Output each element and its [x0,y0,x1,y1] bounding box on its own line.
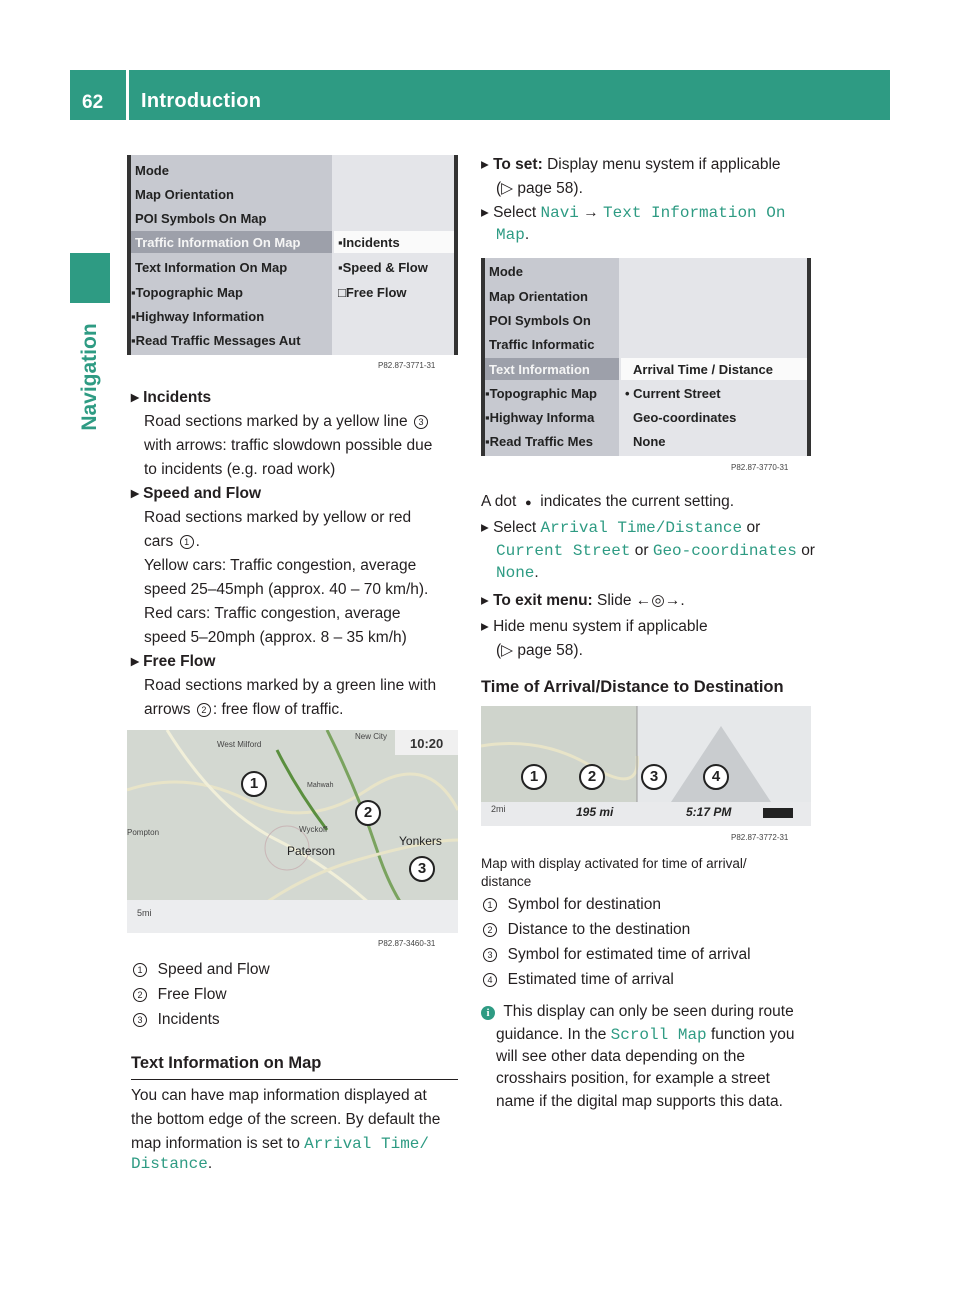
map-time: 10:20 [410,736,444,751]
figure-code: P82.87-3460-31 [378,939,436,948]
heading-rule [131,1079,458,1080]
free-line-2 [144,701,343,720]
menu-frame [481,258,485,456]
map-graphic [127,730,458,933]
text-info-p4 [131,1155,212,1174]
legend-text: Free Flow [157,986,227,1003]
dot-icon: ● [524,497,532,509]
legend-text: Estimated time of arrival [507,971,674,988]
side-tab-label: Navigation [78,323,101,431]
menu-left-panel [127,155,332,355]
incidents-line-3: to incidents (e.g. road work) [144,461,336,478]
submenu-none: None [633,434,666,449]
menu-item-traffic-info: Traffic Information On Map [135,235,301,250]
menu-item-topographic: ▪Topographic Map [485,386,597,401]
place-label: Mahwah [307,782,334,789]
menu-left-panel [481,258,619,456]
section-title: Introduction [141,90,262,112]
text-info-p3-text: map information is set to [131,1135,300,1152]
menu-item-traffic-info: Traffic Informatic [489,337,595,352]
callout-ref: 3 [414,415,428,429]
legend-num: 2 [133,988,147,1002]
info-note-line-2 [496,1026,795,1045]
time-arrival-heading: Time of Arrival/Distance to Destination [481,678,784,696]
legend-item [131,1011,220,1030]
submenu-speed-flow: ▪Speed & Flow [338,260,428,275]
or-text: or [801,542,815,559]
free-text: arrows [144,701,191,718]
speed-line-6: speed 5–20mph (approx. 8 – 35 km/h) [144,629,407,646]
code-map: Map [496,226,525,244]
callout-2: 2 [579,764,605,790]
legend-num: 2 [483,923,497,937]
to-set-step: ▸ To set: Display menu system if applicable [481,156,781,173]
page-number: 62 [82,92,104,113]
arrow-icon: → [583,204,599,221]
hide-menu-page: (▷ page 58). [496,642,583,659]
side-tab-block [70,253,110,303]
callout-ref: 1 [180,535,194,549]
eta-value: 5:17 PM [686,805,732,819]
traffic-map-screenshot [127,730,458,933]
text-info-p2: the bottom edge of the screen. By default the [131,1111,441,1128]
legend-text: Distance to the destination [507,921,691,938]
arrival-map-screenshot [481,706,811,826]
menu-item-map-orientation: Map Orientation [135,187,234,202]
incidents-line-1 [144,413,430,432]
menu-frame [454,155,458,355]
speed-line-5: Red cars: Traffic congestion, average [144,605,401,622]
hide-menu-step: ▸ Hide menu system if applicable [481,618,708,635]
figure-code: P82.87-3770-31 [731,463,789,472]
exit-menu-step: ▸ To exit menu: Slide ←◎→. [481,592,685,609]
period: . [524,226,530,243]
callout-1: 1 [241,771,267,797]
legend-item [481,946,751,965]
speed-line-4: speed 25–45mph (approx. 40 – 70 km/h). [144,581,429,598]
info-note-line-4: crosshairs position, for example a street [496,1070,770,1087]
free-title: Free Flow [143,653,216,670]
select-text: Select [493,519,537,536]
figure-code: P82.87-3772-31 [731,833,789,842]
legend-text: Speed and Flow [157,961,270,978]
exit-text: Slide ←◎→. [597,592,685,609]
callout-3: 3 [641,764,667,790]
legend-item [481,921,690,940]
info-note-line-5: name if the digital map supports this data. [496,1093,783,1110]
map-scale: 2mi [491,804,506,814]
legend-item [481,896,661,915]
text-info-p3 [131,1135,429,1154]
exit-label: To exit menu: [493,592,593,609]
incidents-title: Incidents [143,389,212,406]
dot-text-2: indicates the current setting. [540,493,735,510]
to-set-text: Display menu system if applicable [547,156,781,173]
menu-item-highway: ▪Highway Informa [485,410,595,425]
callout-4: 4 [703,764,729,790]
to-set-page: (▷ page 58). [496,180,583,197]
info-note-line-3: will see other data depending on the [496,1048,746,1065]
menu-item-map-orientation: Map Orientation [489,289,588,304]
incidents-text: Road sections marked by a yellow line [144,413,408,430]
info-text: guidance. In the [496,1026,607,1043]
speed-text: cars [144,533,174,550]
hide-text: Hide menu system if applicable [493,618,708,635]
info-text: function you [710,1026,795,1043]
speed-line-1: Road sections marked by yellow or red [144,509,412,526]
code-text-information: Text Information On [603,204,786,222]
submenu-free-flow: □Free Flow [338,285,407,300]
traffic-menu-screenshot [127,155,458,355]
submenu-arrival-time: Arrival Time / Distance [633,362,773,377]
legend-text: Incidents [157,1011,220,1028]
place-label: Pompton [127,828,160,837]
submenu-geo-coordinates: Geo-coordinates [633,410,737,425]
incidents-line-2: with arrows: traffic slowdown possible due [144,437,433,454]
code-current-street: Current Street [496,542,631,560]
map-scale: 5mi [137,908,152,918]
code-scroll-map: Scroll Map [610,1026,707,1044]
legend-text: Symbol for destination [507,896,661,913]
place-label: Paterson [287,844,336,858]
legend-item [481,971,674,990]
menu-frame [807,258,811,456]
code-arrival-time: Arrival Time/ [304,1135,429,1153]
legend-num: 1 [483,898,497,912]
legend-num: 3 [133,1013,147,1027]
text-info-period: . [207,1155,213,1172]
to-set-label: To set: [493,156,543,173]
dot-text: A dot [481,493,517,510]
callout-ref: 2 [197,703,211,717]
place-label: West Milford [217,740,262,749]
menu-frame [127,155,131,355]
menu-right-panel [619,258,811,456]
code-none: None [496,564,535,582]
menu-item-poi-symbols: POI Symbols On [489,313,591,328]
callout-1: 1 [521,764,547,790]
free-line-1: Road sections marked by a green line with [144,677,437,694]
period: . [534,564,539,581]
legend-num: 4 [483,973,497,987]
bullet-free-flow: ▸ Free Flow [131,653,216,670]
callout-2: 2 [355,800,381,826]
submenu-incidents: ▪Incidents [338,235,400,250]
code-navi: Navi [540,204,579,222]
text-info-menu-screenshot [481,258,811,456]
menu-item-read-traffic: ▪Read Traffic Mes [485,434,593,449]
legend-num: 1 [133,963,147,977]
legend-text: Symbol for estimated time of arrival [507,946,751,963]
info-note-line-1 [481,1003,794,1022]
or-text: or [634,542,649,559]
text-info-heading: Text Information on Map [131,1054,322,1072]
menu-item-mode: Mode [489,264,523,279]
code-distance: Distance [131,1155,208,1173]
speed-line-2: cars 1 . [144,533,200,550]
callout-3: 3 [409,856,435,882]
menu-item-poi-symbols: POI Symbols On Map [135,211,267,226]
menu-item-text-info: Text Information On Map [135,260,288,275]
menu-item-mode: Mode [135,163,169,178]
text-info-p1: You can have map information displayed at [131,1087,427,1104]
code-geo-coordinates: Geo-coordinates [652,542,797,560]
legend-num: 3 [483,948,497,962]
select-option-step-2 [496,542,815,561]
or-text: or [746,519,761,536]
bullet-incidents: ▸ Incidents [131,389,212,406]
dot-info [481,493,734,512]
select-navi-step-cont [496,226,529,245]
speed-title: Speed and Flow [143,485,262,502]
select-option-step-3 [496,564,539,583]
code-arrival-distance: Arrival Time/Distance [540,519,743,537]
free-text-end: : free flow of traffic. [212,701,344,718]
place-label: New City [355,732,388,741]
select-text: Select [493,204,537,221]
select-navi-step: ▸ Select Navi → Text Information On [481,204,786,222]
fig4-caption-1: Map with display activated for time of arrival/ [481,856,747,871]
legend-item [131,961,270,980]
legend-item [131,986,227,1005]
menu-item-read-traffic: ▪Read Traffic Messages Aut [131,333,301,348]
menu-item-text-info: Text Information [489,362,590,377]
speed-line-3: Yellow cars: Traffic congestion, average [144,557,417,574]
fig4-caption-2: distance [481,874,532,889]
info-icon: i [481,1006,495,1020]
place-label: Yonkers [399,834,442,848]
submenu-current-street: • Current Street [625,386,721,401]
select-option-step: ▸ Select Arrival Time/Distance or [481,519,761,537]
info-text: This display can only be seen during route [503,1003,794,1020]
side-tab [70,307,110,447]
menu-right-panel [332,155,458,355]
place-label: Wyckoff [299,825,328,834]
menu-item-topographic: ▪Topographic Map [131,285,243,300]
bullet-speed-flow: ▸ Speed and Flow [131,485,262,502]
distance-value: 195 mi [576,805,614,819]
menu-item-highway: ▪Highway Information [131,309,265,324]
figure-code: P82.87-3771-31 [378,361,436,370]
